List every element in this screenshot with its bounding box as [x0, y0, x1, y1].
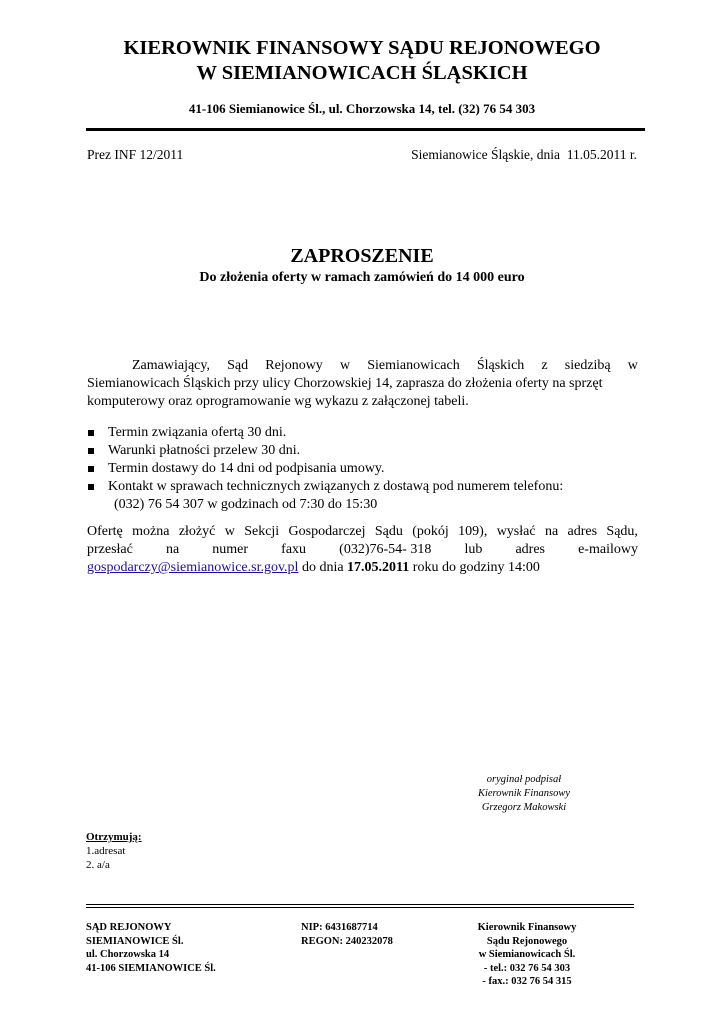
offer-line-1-text-word: można — [132, 524, 170, 539]
footer-line: - fax.: 032 76 54 315 — [482, 976, 572, 987]
conditions-list — [87, 424, 638, 514]
list-item — [87, 478, 638, 496]
footer-line: 41-106 SIEMIANOWICE Śl. — [86, 962, 216, 974]
offer-word: e-mailowy — [578, 542, 638, 557]
offer-line-1-text-word: wysłać — [496, 524, 536, 539]
offer-line-1 — [87, 523, 638, 541]
recipient-item: 1.adresat — [86, 845, 126, 857]
signature-line-3: Grzegorz Makowski — [481, 802, 567, 813]
intro-line-1-text-word: Rejonowy — [265, 358, 323, 373]
intro-line-1-text-word: w — [627, 358, 638, 373]
offer-word: lub — [464, 542, 483, 557]
intro-line-1-text-word: z — [541, 358, 548, 373]
header-address: 41-106 Siemianowice Śl., ul. Chorzowska 14, tel. (32) 76 54 303 — [188, 101, 536, 116]
bullet-icon — [88, 448, 94, 454]
list-item-text: Termin dostawy do 14 dni od podpisania umowy. — [108, 461, 385, 476]
footer-line: SIEMIANOWICE Śl. — [86, 935, 184, 947]
offer-line-1-text-word: w — [224, 524, 235, 539]
offer-line-3 — [87, 559, 638, 577]
intro-line-3: komputerowy oraz oprogramowanie wg wykazu z załączonej tabeli. — [87, 394, 469, 409]
intro-line-1-text-word: siedzibą — [564, 358, 611, 373]
offer-line-1-text-word: Sądu, — [606, 524, 638, 539]
offer-line-1-text-word: Ofertę — [87, 524, 123, 539]
footer-line: Sądu Rejonowego — [486, 935, 568, 947]
footer-line: Kierownik Finansowy — [477, 922, 577, 933]
document-title: ZAPROSZENIE — [290, 245, 434, 267]
intro-line-1-text-word: w — [339, 358, 351, 373]
footer-line: NIP: 6431687714 — [301, 922, 378, 933]
offer-line-1-text-word: adres — [567, 524, 598, 539]
intro-line-2: Siemianowicach Śląskich przy ulicy Chorzowskiej 14, zaprasza do złożenia oferty na sprzęt — [87, 376, 603, 391]
list-item-text: Termin związania ofertą 30 dni. — [108, 425, 287, 440]
footer-court-address — [86, 921, 216, 975]
offer-word: przesłać — [87, 542, 133, 557]
footer-divider-top — [86, 904, 634, 905]
footer-tax-ids — [301, 921, 393, 948]
bullet-icon — [88, 430, 94, 436]
list-item-text: Kontakt w sprawach technicznych związanych z dostawą pod numerem telefonu: — [108, 479, 564, 494]
offer-line-1-text-word: Gospodarczej — [288, 524, 366, 539]
footer-line: REGON: 240232078 — [301, 935, 393, 947]
offer-deadline-date: 17.05.2011 — [347, 560, 410, 575]
recipient-item: 2. a/a — [86, 859, 110, 871]
offer-word: (032)76-54- 318 — [339, 542, 432, 557]
offer-deadline-prefix: do dnia — [298, 560, 348, 575]
document-subtitle: Do złożenia oferty w ramach zamówień do 14 000 euro — [199, 270, 525, 285]
recipients-heading: Otrzymują: — [86, 831, 142, 843]
header-divider — [86, 128, 645, 131]
offer-word: numer — [212, 542, 249, 557]
offer-deadline-suffix: roku do godziny 14:00 — [409, 560, 540, 575]
signature-block — [464, 773, 584, 815]
offer-line-2 — [87, 541, 638, 559]
footer-line: SĄD REJONOWY — [86, 922, 172, 933]
footer-line: ul. Chorzowska 14 — [86, 949, 170, 960]
offer-paragraph — [87, 523, 638, 577]
list-item — [87, 424, 638, 442]
intro-line-1-text-word: Zamawiający, — [132, 358, 210, 373]
list-item — [87, 460, 638, 478]
list-item-text: Warunki płatności przelew 30 dni. — [108, 443, 301, 458]
footer-contact — [462, 921, 592, 989]
signature-line-1: oryginał podpisał — [486, 774, 562, 785]
bullet-icon — [88, 484, 94, 490]
footer-line: - tel.: 032 76 54 303 — [483, 962, 571, 974]
header-title-line2: W SIEMIANOWICACH ŚLĄSKICH — [196, 62, 528, 84]
intro-line-1-text-word: Śląskich — [476, 358, 525, 373]
list-item — [87, 442, 638, 460]
offer-line-1-text-word: na — [544, 524, 559, 539]
email-link[interactable]: gospodarczy@siemianowice.sr.gov.pl — [87, 560, 299, 575]
place-date: Siemianowice Śląskie, dnia 11.05.2011 r. — [411, 147, 637, 162]
recipients-block — [86, 830, 142, 872]
signature-line-2: Kierownik Finansowy — [477, 788, 571, 799]
footer-line: w Siemianowicach Śl. — [478, 949, 576, 960]
offer-line-1-text-word: (pokój — [412, 524, 449, 539]
bullet-icon — [88, 466, 94, 472]
intro-line-1 — [87, 357, 638, 375]
offer-word: adres — [515, 542, 545, 557]
header-title-line1: KIEROWNIK FINANSOWY SĄDU REJONOWEGO — [123, 37, 601, 59]
footer-divider-bottom — [86, 907, 634, 908]
intro-paragraph — [87, 357, 638, 411]
offer-line-1-text-word: złożyć — [178, 524, 216, 539]
reference-number: Prez INF 12/2011 — [87, 147, 184, 162]
offer-word: na — [165, 542, 180, 557]
offer-line-1-text-word: Sądu — [374, 524, 403, 539]
offer-line-1-text-word: Sekcji — [244, 524, 280, 539]
intro-line-1-text-word: Sąd — [227, 358, 249, 373]
offer-line-1-text-word: 109), — [458, 524, 488, 539]
intro-line-1-text-word: Siemianowicach — [367, 358, 460, 373]
contact-hours: (032) 76 54 307 w godzinach od 7:30 do 15:30 — [114, 497, 378, 512]
offer-word: faxu — [281, 542, 307, 557]
